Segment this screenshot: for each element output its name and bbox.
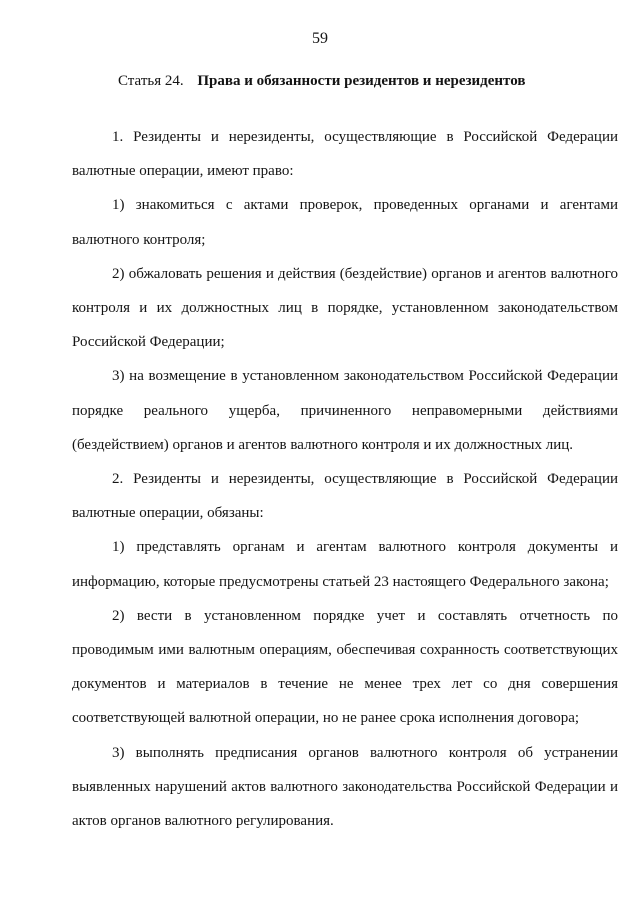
article-heading [118, 73, 525, 90]
paragraph-1-rights-intro: 1. Резиденты и нерезиденты, осуществляющие в Российской Федерации валютные операции, имеют право: [72, 129, 618, 180]
paragraph-1-item-1: 1) знакомиться с актами проверок, проведенных органами и агентами валютного контроля; [72, 197, 618, 248]
paragraph-2-item-2: 2) вести в установленном порядке учет и составлять отчетность по проводимым ими валютным операциям, обеспечивая сохранность соответствующих документов и материалов в течение не менее трех лет со дня совершения соответствующей валютной операции, но не ранее срока исполнения договора; [72, 607, 618, 727]
page-number: 59 [312, 30, 328, 47]
paragraph-2-item-3: 3) выполнять предписания органов валютного контроля об устранении выявленных нарушений актов валютного законодательства Российской Федерации и актов органов валютного регулирования. [72, 744, 618, 830]
article-body [72, 120, 618, 838]
paragraph-2-duties-intro: 2. Резиденты и нерезиденты, осуществляющие в Российской Федерации валютные операции, обязаны: [72, 471, 618, 522]
paragraph-2-item-1: 1) представлять органам и агентам валютного контроля документы и информацию, которые предусмотрены статьей 23 настоящего Федерального закона; [72, 539, 618, 590]
paragraph-1-item-3: 3) на возмещение в установленном законодательством Российской Федерации порядке реального ущерба, причиненного неправомерными действиями (бездействием) органов и агентов валютного контроля и их должностных лиц. [72, 368, 618, 453]
paragraph-1-item-2: 2) обжаловать решения и действия (бездействие) органов и агентов валютного контроля и их должностных лиц в порядке, установленном законодательством Российской Федерации; [72, 265, 618, 351]
article-title: Права и обязанности резидентов и нерезидентов [197, 73, 526, 89]
article-label: Статья 24. [118, 73, 184, 89]
